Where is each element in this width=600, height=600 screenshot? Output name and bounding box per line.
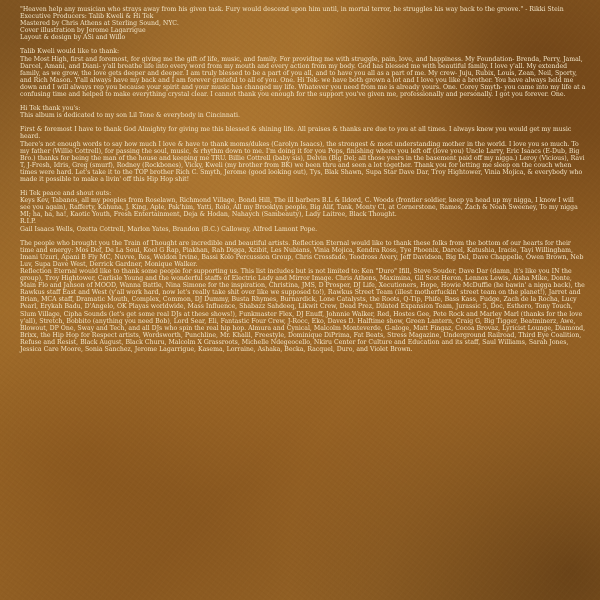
- credit-line: Layout & design by ASi and Willo: [20, 34, 126, 42]
- section-heading: Hi Tek thank you's:: [20, 105, 81, 113]
- section-body: First & foremost I have to thank God Almighty for giving me this blessed & shining life. All praises & thanks are due to you at all times. I always knew you would get my music heard.: [20, 126, 572, 141]
- talib-thanks-section: [20, 48, 586, 98]
- opening-quote: "Heaven help any musician who strays away from his given task. Fury would descend upon him until, in mortal terror, he struggles his way back to the groove." - Rikki Stein: [20, 6, 564, 13]
- section-body: Keys Kev, Tabanos, all my peoples from Roselawn, Richmond Village, Bondi Hill, The ill barbers B.L & Ildord, C. Woods (frontier soldier, keep ya head up my nigga, I know I will see you again), Rafferty, Kahuna, J. King, Aple, Pak'him, Yatti, Rolo, All my Brooklyn people, Big Alif, Tank, Monty Cl, at Cornerstone, Ramos, Zach & Noah Sweeney, To my nigga MI; ha, ha, ha!, Kaotic Youth, Fresh Entertainment, Deja & Hodan, Nahaych (Sambeauty), Lady Laitree, Black Thought.: [20, 197, 578, 219]
- rip-list: Gail Isaacs Wells, Ozetta Cottrell, Marlon Yates, Brandon (B.C.) Calloway, Alfred Lamont Pope.: [20, 225, 318, 233]
- credit-line: Mastered by Chris Athens at Sterling Sound, NYC.: [20, 20, 179, 28]
- rip-label: R.I.P.: [20, 218, 36, 226]
- reflection-supporters: Reflection Eternal would like to thank some people for supporting us. This list includes but is not limited to: Ken "Duro" Ifill, Steve Souder, Dave Dar (damn, it's like you IN the group), Troy Hightower, Carlisle Young and the wonderful staffs of Electric Lady and Mirror Image. Chris Athens, Maximina, Gil Scot Heron, Lennox Lewis, Aisha Mike, Donte, Main Flo and Jahson of MOOD, Wanna Battle, Nina Simone for the inspiration, Christina, JMS, D Prosper, DJ Life, Xecutioners, Hope, Howie McDuffie (he bawin' a nigga back), the Rawkus staff East and West (y'all work hard, now let's really take shit over like we supposed to!), Rawkus Street Team (illest motherfuckin' street team on the planet!), Jarret and Brian, MCA staff, Dramatic Mouth, Complex, Common, DJ Dummy, Busta Rhymes, Burnardick, Lone Catalysts, the Roots, Q-Tip, Phife, Bass Kass, Fudge, Zach de la Rocha, Lucy Pearl, Erykah Badu, D'Angelo, OK Playas worldwide, Mass Influence, Shabazz Sahdeeq, Likwit Crew, Dead Prez, Dilated Expansion Team, Jurassic 5, Doc, Esthero, Tony Touch, Slum Village, Cipha Sounds (let's get some real DJs at these shows!), Funkmaster Flex, DJ Enuff, Johnnie Walker, Red, Hostes Gee, Pete Rock and Marley Marl (thanks for the love y'all), Stretch, Bobbito (anything you need Bob), Lord Sear, Eli, Fantastic Four Crew, J-Rocc, Eko, Daves D. Halftime show, Green Lantern, Craig G, Big Tigger, Beatminerz, Awe, Blowout, DP One, Sway and Tech, and all DJs who spin the real hip hop. Almura and Cynical, Malcolm Monteverde, G-nloge, Matt Fingaz, Cocoa Brovaz, Lyricist Lounge, Diamond, Brixx, the Hip Hop for Respect artists, Wordsworth, Punchline, Mr. Khalil, Freestyle, Dominique DiPrima, Fat Beats, Stress Magazine, Underground Railroad, Third Eye Coalition, Refuse and Resist, Black August, Black Churu, Malcolm X Grassroots, Michelle Ndegeocello, Nkiru Center for Culture and Education and its staff, Saul Williams, Sarah Jones, Jessica Care Moore, Sonia Sanchez, Jerome Lagarrigue, Kasema, Lorraine, Ashaka, Becka, Racquel, Duro, and Violet Brown.: [20, 268, 586, 354]
- section-body: The Most High, first and foremost, for giving me the gift of life, music, and family. For providing me with struggle, pain, love, and happiness. My Foundation- Brenda, Perry, Jamal, Darcel, Amani, and Diani- y'all breathe life into every word from my mouth and every action from my body. God has blessed me with beautiful family. I love y'all. My extended family, as we grow, the love gets deeper and deeper. I am truly blessed to be a part of you all, and to have you all as a part of me. My crew- Juju, Rubix, Louis, Zean, Neil, Sporty, and Rich Mason. Y'all always have my back and I am forever grateful to all of you. One. Hi Tek- we have both grown a lot and I love you like a brother. You have always held me down and I will always rep you because your spirit and your music has changed my life. Whatever you need from me is already yours. One. Corey Smyth- you came into my life at a confusing time and helped to make everything crystal clear. I cannot thank you enough for the support you've given me, professionally and personally. I got you forever. One.: [20, 55, 586, 99]
- credits-block: [20, 13, 586, 41]
- section-heading: Hi Tek peace and shout outs:: [20, 190, 112, 198]
- liner-notes-text: [20, 6, 586, 353]
- hitek-thanks-section: [20, 105, 586, 233]
- section-heading: Talib Kweli would like to thank:: [20, 48, 120, 56]
- reflection-contributors: The people who brought you the Train of Thought are incredible and beautiful artists. Reflection Eternal would like to thank these folks from the bottom of our hearts for their time and energy: Mos Def, De La Soul, Kool G Rap, Piakhan, Rah Digga, Xzibit, Les Nubians, Vinia Mojica, Kendra Ross, Tye Phoenix, Darcel, Katushia, Iracie, Tayi Willingham, Imani Uzuri, Apani B Fly MC, Nuvve, Res, Weldon Irvine, Bassi Kolo Percussion Group, Chris Crossfade, Teodross Avery, Jeff Davidson, Big Del, Dave Chappelle, Owen Brown, Neb Luv, Supa Dave West, Derrick Gardner, Monique Walker.: [20, 239, 584, 268]
- dedication: This album is dedicated to my son Lil Tone & everybody in Cincinnati.: [20, 112, 240, 120]
- section-body: There's not enough words to say how much I love & have to thank moms/dukes (Carolyn Isaacs), the strongest & most understanding mother in the world. I love you so much. To my father (Willie Cottrell), for passing the soul, music, & rhythm down to me. I'm doing it for you Pops, finishing where you left off (love you) Uncle Larry, Eric Isaacs (E-Dub, Big Bro.) thanks for being the man of the house and keeping me TRU. Billie Cottrell (baby sis), Delvin (Big Del; all those years in the basement paid off my nigga.) Leroy (Vicious), Ravi T, J-Fresh, Idris, Greg (smurf), Rodney (Rockbones), Vicky, Kweli (my brother from BK) we been thru and seen a lot together. Thank you for letting me sleep on the couch when times were hard. Let's take it to the TOP brother Rich C. Smyth, Jerome (good looking out), Tys, Blak Shawn, Supa Star Dave Dar, Troy Hightower, Vinia Mojica, & everybody who made it possible to make a livin' off this Hip Hop shit!: [20, 140, 585, 183]
- credit-line: Executive Producers: Talib Kweli & Hi Tek: [20, 13, 154, 21]
- credit-line: Cover illustration by Jerome Lagarrigue: [20, 27, 146, 35]
